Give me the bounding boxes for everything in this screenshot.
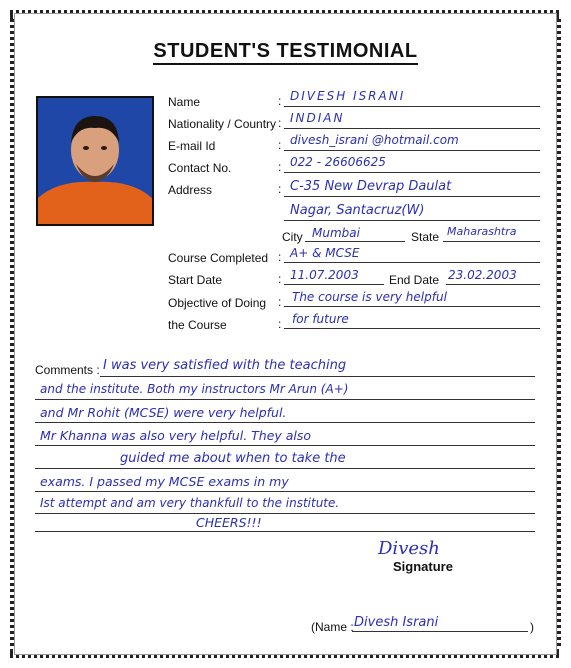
footer-name-prefix: (Name : (311, 620, 354, 634)
city-label: City (282, 230, 303, 244)
colon: : (278, 182, 282, 196)
comment-line: and Mr Rohit (MCSE) were very helpful. (40, 405, 287, 420)
end-date-line (446, 284, 540, 285)
contact-value: 022 - 26606625 (290, 155, 386, 169)
colon: : (278, 250, 282, 264)
objective-line-2 (284, 328, 540, 329)
start-date-label: Start Date (168, 273, 223, 287)
contact-line (284, 172, 540, 173)
name-value: DIVESH ISRANI (290, 89, 406, 103)
end-date-label: End Date (389, 273, 440, 287)
address-line-rule-1 (284, 196, 540, 197)
comment-rule (35, 422, 535, 423)
state-label: State (411, 230, 440, 244)
course-value: A+ & MCSE (290, 246, 360, 260)
start-date-line (284, 284, 384, 285)
comment-rule (35, 531, 535, 532)
colon: : (278, 295, 282, 309)
colon: : (278, 160, 282, 174)
name-label: Name (168, 95, 201, 109)
colon: : (278, 94, 282, 108)
end-date-value: 23.02.2003 (448, 268, 517, 282)
nationality-label: Nationality / Country (168, 117, 277, 131)
email-value: divesh_israni @hotmail.com (290, 133, 459, 147)
objective-value-1: The course is very helpful (292, 290, 447, 304)
comment-line: Ist attempt and am very thankfull to the institute. (40, 496, 340, 510)
comment-line: and the institute. Both my instructors Mr Arun (A+) (40, 382, 349, 396)
footer-name-value: Divesh Israni (354, 615, 439, 630)
footer-name-line (352, 631, 528, 632)
colon: : (278, 317, 282, 331)
comment-line: I was very satisfied with the teaching (103, 358, 347, 373)
address-line-1: C-35 New Devrap Daulat (290, 179, 452, 194)
course-label: Course Completed (168, 251, 269, 265)
footer-name-suffix: ) (530, 620, 534, 634)
objective-value-2: for future (292, 312, 349, 326)
comment-line: exams. I passed my MCSE exams in my (40, 474, 289, 489)
address-line-rule-2 (284, 220, 540, 221)
comment-line: guided me about when to take the (120, 451, 346, 466)
objective-label-1: Objective of Doing (168, 296, 267, 310)
signature-label: Signature (393, 559, 453, 574)
colon: : (278, 138, 282, 152)
comments-label: Comments : (35, 363, 100, 377)
colon: : (278, 116, 282, 130)
nationality-value: INDIAN (290, 111, 345, 125)
objective-line-1 (284, 306, 540, 307)
objective-label-2: the Course (168, 318, 227, 332)
contact-label: Contact No. (168, 161, 232, 175)
comment-rule (35, 468, 535, 469)
address-label: Address (168, 183, 213, 197)
start-date-value: 11.07.2003 (290, 268, 359, 282)
comment-rule (35, 445, 535, 446)
comment-line: Mr Khanna was also very helpful. They also (40, 428, 312, 443)
email-line (284, 150, 540, 151)
name-line (284, 106, 540, 107)
state-value: Maharashtra (447, 225, 517, 238)
city-value: Mumbai (312, 226, 360, 240)
comment-rule (35, 491, 535, 492)
state-line (443, 241, 540, 242)
email-label: E-mail Id (168, 139, 216, 153)
comment-rule (35, 399, 535, 400)
nationality-line (284, 128, 540, 129)
city-line (305, 241, 405, 242)
signature-scribble: Divesh (378, 538, 440, 559)
page-title: STUDENT'S TESTIMONIAL (0, 40, 571, 63)
address-line-2: Nagar, Santacruz(W) (290, 203, 425, 218)
student-photo (36, 96, 154, 226)
comment-rule (100, 376, 535, 377)
comment-rule (35, 513, 535, 514)
course-line (284, 262, 540, 263)
colon: : (278, 272, 282, 286)
comment-line: CHEERS!!! (196, 515, 262, 530)
